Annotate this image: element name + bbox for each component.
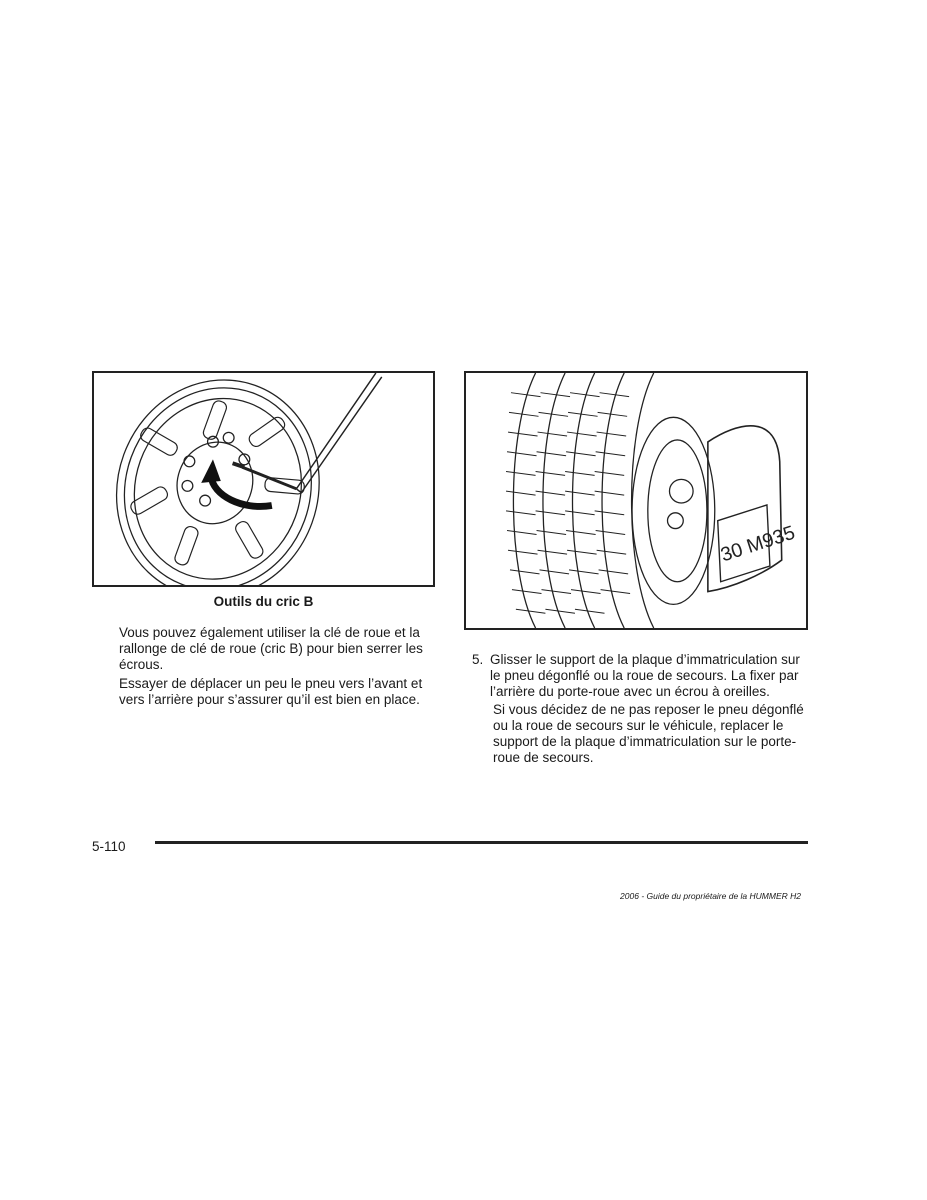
step-text: Glisser le support de la plaque d’immatriculation sur le pneu dégonflé ou la roue de secours. La fixer par l’arrière du porte-roue avec un écrou à oreilles. [490, 652, 800, 699]
spare-tire-figure [464, 371, 808, 630]
divider [155, 841, 808, 844]
left-paragraph-2: Essayer de déplacer un peu le pneu vers l’avant et vers l’arrière pour s’assurer qu’il est bien en place. [119, 676, 423, 707]
wheel-wrench-figure [92, 371, 435, 587]
step-number: 5. [472, 652, 484, 667]
step-5 [472, 652, 812, 700]
figure-caption: Outils du cric B [213, 594, 314, 609]
plate-text: 30 M935 [717, 521, 798, 567]
footer-text: 2006 - Guide du propriétaire de la HUMMER H2 [620, 891, 801, 901]
page-number: 5-110 [92, 839, 126, 854]
spare-tire-license-plate-illustration [466, 373, 806, 628]
wheel-lug-nut-wrench-illustration [94, 373, 433, 585]
right-paragraph-2: Si vous décidez de ne pas reposer le pneu dégonflé ou la roue de secours sur le véhicule, replacer le support de la plaque d’immatriculation sur le porte-roue de secours. [493, 702, 804, 765]
left-paragraph-1: Vous pouvez également utiliser la clé de roue et la rallonge de clé de roue (cric B) pour bien serrer les écrous. [119, 625, 423, 672]
